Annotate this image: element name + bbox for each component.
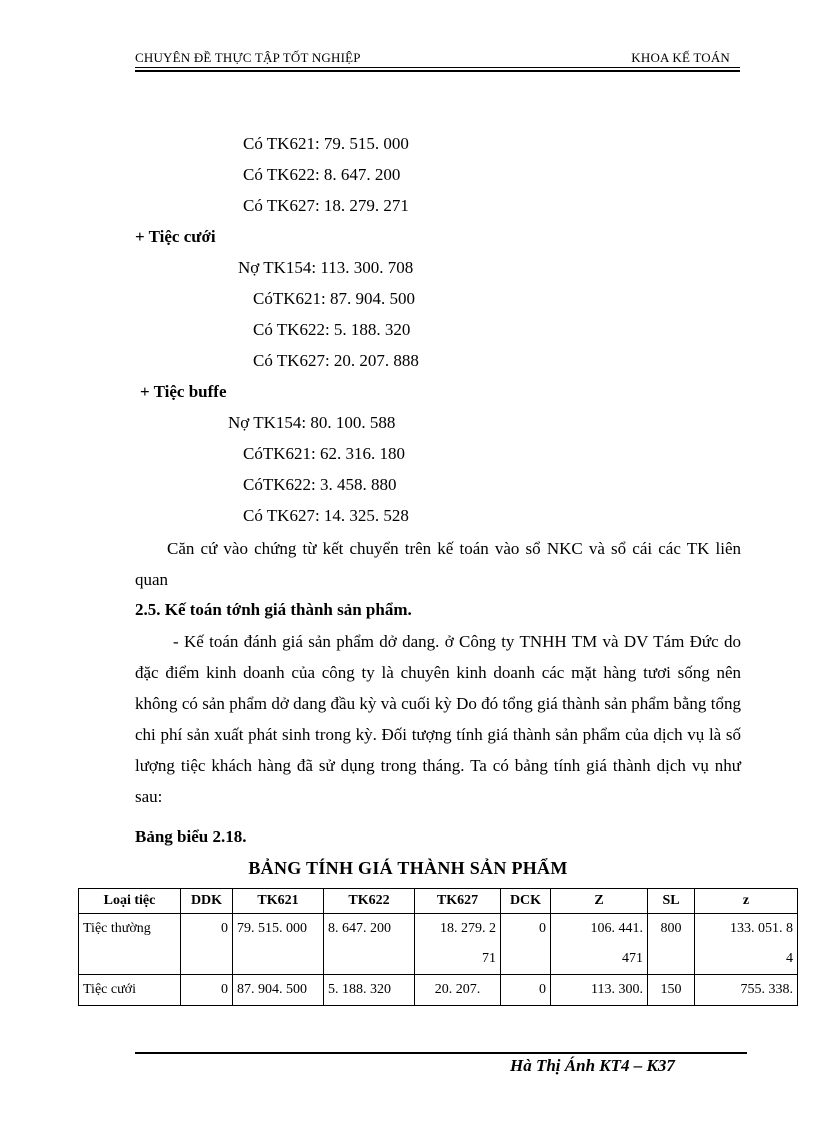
- table-caption: Bảng biểu 2.18.: [135, 827, 247, 846]
- cell-tk621: 87. 904. 500: [233, 975, 324, 1006]
- cell-dck: 0: [501, 975, 551, 1006]
- header-cell: TK627: [415, 889, 501, 914]
- table-header-row: [79, 889, 798, 914]
- entry-line: Nợ TK154: 113. 300. 708: [238, 258, 414, 277]
- entry-line: Có TK627: 20. 207. 888: [253, 351, 419, 370]
- table-row: [79, 975, 798, 1006]
- header-right-title: KHOA KẾ TOÁN: [631, 50, 730, 65]
- cell-ddk: 0: [181, 975, 233, 1006]
- header-rule-thick: [135, 70, 740, 72]
- entry-group-heading: + Tiệc buffe: [140, 382, 227, 401]
- cell-z-total: 113. 300.: [551, 975, 648, 1006]
- footer-rule: [135, 1052, 747, 1054]
- cell-ddk: 0: [181, 914, 233, 975]
- cost-table: [78, 888, 798, 1006]
- header-cell: DCK: [501, 889, 551, 914]
- entry-line: Có TK622: 5. 188. 320: [253, 320, 411, 339]
- cell-tk621: 79. 515. 000: [233, 914, 324, 975]
- header-rule-thin: [135, 67, 740, 68]
- entry-line: CóTK621: 62. 316. 180: [243, 444, 405, 463]
- cell-z-unit: 755. 338.: [695, 975, 798, 1006]
- cell-tk627: 20. 207.: [415, 975, 501, 1006]
- cell-tk622: 8. 647. 200: [324, 914, 415, 975]
- entry-line: CóTK622: 3. 458. 880: [243, 475, 397, 494]
- header-cell: TK621: [233, 889, 324, 914]
- cell-sl: 800: [648, 914, 695, 975]
- cell-tk622: 5. 188. 320: [324, 975, 415, 1006]
- table-row: [79, 914, 798, 975]
- cell-type: Tiệc thường: [79, 914, 181, 975]
- header-cell: TK622: [324, 889, 415, 914]
- entry-line: Có TK627: 14. 325. 528: [243, 506, 409, 525]
- header-cell: z: [695, 889, 798, 914]
- paragraph-costing: - Kế toán đánh giá sản phẩm dở dang. ở Công ty TNHH TM và DV Tám Đức do đặc điểm kinh doanh của công ty là chuyên kinh doanh các mặt hàng tươi sống nên không có sản phẩm dở dang đầu kỳ và cuối kỳ Do đó tổng giá thành sản phẩm bằng tổng chi phí sản xuất phát sinh trong kỳ. Đối tượng tính giá thành sản phẩm của dịch vụ là số lượng tiệc khách hàng đã sử dụng trong tháng. Ta có bảng tính giá thành dịch vụ như sau:: [135, 632, 741, 806]
- cell-type: Tiệc cưới: [79, 975, 181, 1006]
- header-cell: Z: [551, 889, 648, 914]
- cell-tk627: 18. 279. 271: [415, 914, 501, 975]
- header-left-title: CHUYÊN ĐỀ THỰC TẬP TỐT NGHIỆP: [135, 50, 361, 65]
- header-cell: SL: [648, 889, 695, 914]
- cell-sl: 150: [648, 975, 695, 1006]
- cell-z-unit: 133. 051. 84: [695, 914, 798, 975]
- entry-line: Có TK621: 79. 515. 000: [243, 134, 409, 153]
- entry-line: CóTK621: 87. 904. 500: [253, 289, 415, 308]
- entry-line: Nợ TK154: 80. 100. 588: [228, 413, 396, 432]
- cell-dck: 0: [501, 914, 551, 975]
- cell-z-total: 106. 441. 471: [551, 914, 648, 975]
- entry-line: Có TK622: 8. 647. 200: [243, 165, 401, 184]
- table-title: BẢNG TÍNH GIÁ THÀNH SẢN PHẨM: [248, 858, 568, 878]
- header-cell: DDK: [181, 889, 233, 914]
- entry-group-heading: + Tiệc cưới: [135, 227, 216, 246]
- header-cell: Loại tiệc: [79, 889, 181, 914]
- paragraph-transfer: Căn cứ vào chứng từ kết chuyển trên kế toán vào sổ NKC và sổ cái các TK liên quan: [135, 539, 741, 589]
- entry-line: Có TK627: 18. 279. 271: [243, 196, 409, 215]
- footer-author: Hà Thị Ánh KT4 – K37: [510, 1056, 675, 1075]
- section-heading: 2.5. Kế toán tớnh giá thành sản phẩm.: [135, 600, 412, 619]
